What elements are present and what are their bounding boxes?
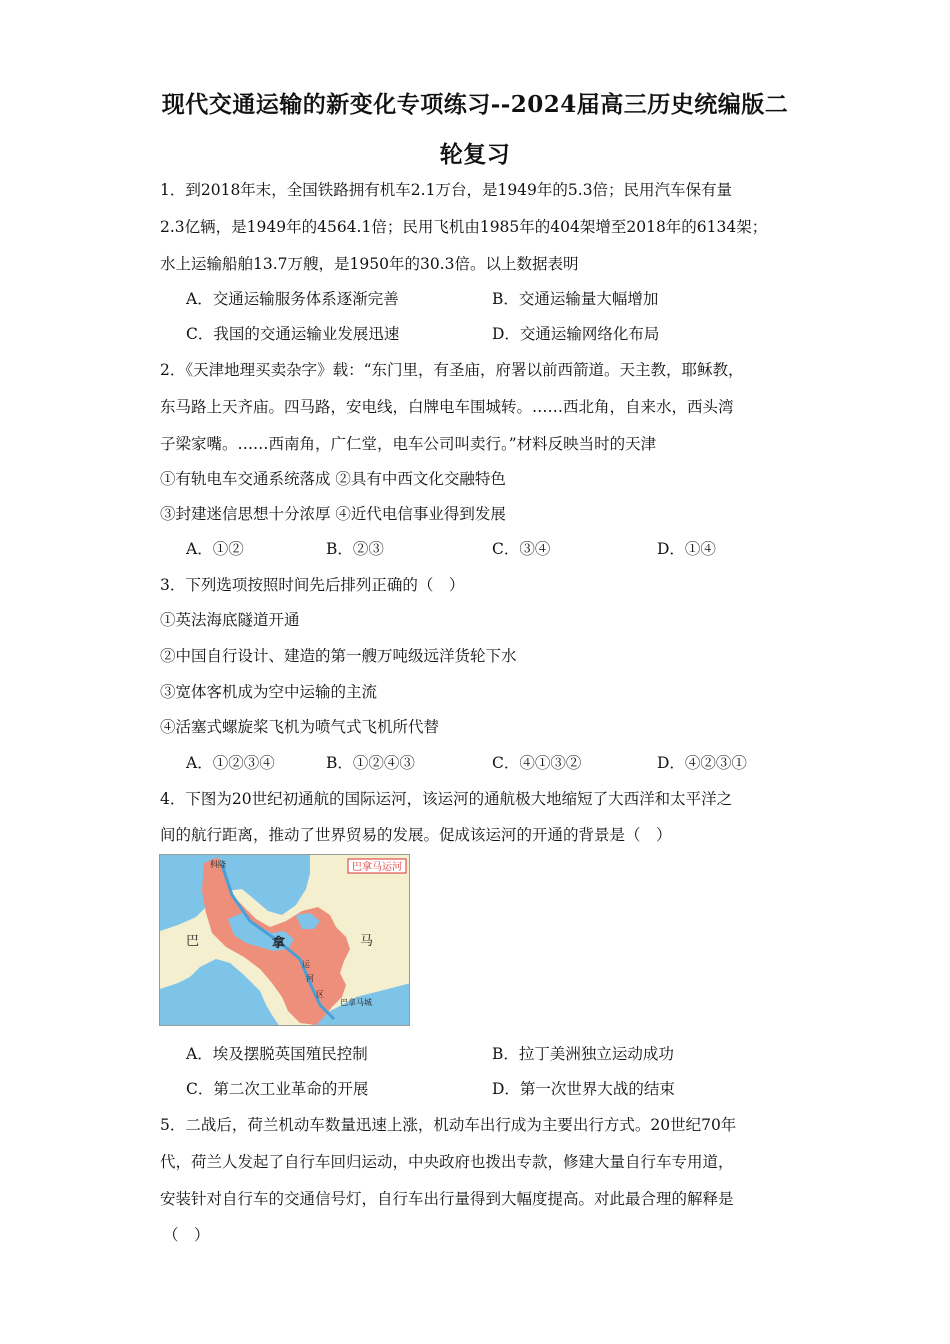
map-label-yun: 运: [302, 960, 310, 969]
map-label-panama-city: 巴拿马城: [340, 998, 372, 1007]
map-label-colon: 科隆: [210, 860, 226, 869]
map-label-ba: 巴: [186, 934, 200, 949]
question-2-text: 子梁家嘴。……西南角，广仁堂，电车公司叫卖行。”材料反映当时的天津: [160, 435, 657, 453]
question-3-statement: ②中国自行设计、建造的第一艘万吨级远洋货轮下水: [160, 647, 517, 665]
question-2-option-a[interactable]: A．①②: [186, 540, 244, 558]
question-1-text: 水上运输船舶13.7万艘，是1950年的30.3倍。以上数据表明: [160, 255, 579, 273]
question-3-statement: ④活塞式螺旋桨飞机为喷气式飞机所代替: [160, 718, 440, 736]
question-2-option-b[interactable]: B．②③: [326, 540, 384, 558]
question-2-option-c[interactable]: C．③④: [492, 540, 551, 558]
map-label-na: 拿: [272, 936, 286, 951]
question-5-text: 安装针对自行车的交通信号灯，自行车出行量得到大幅度提高。对此最合理的解释是: [160, 1190, 734, 1208]
question-3-statement: ①英法海底隧道开通: [160, 611, 300, 629]
question-5-answer-blank: （ ）: [163, 1226, 210, 1244]
page-title: 现代交通运输的新变化专项练习--2024届高三历史统编版二: [161, 91, 789, 118]
question-4-option-d[interactable]: D．第一次世界大战的结束: [492, 1080, 675, 1098]
question-1-option-d[interactable]: D．交通运输网络化布局: [492, 325, 660, 343]
question-3-text: 3．下列选项按照时间先后排列正确的（ ）: [160, 576, 465, 594]
question-4-text: 4．下图为20世纪初通航的国际运河，该运河的通航极大地缩短了大西洋和太平洋之: [160, 790, 733, 808]
question-2-statement: ③封建迷信思想十分浓厚 ④近代电信事业得到发展: [160, 505, 506, 523]
question-4-text: 间的航行距离，推动了世界贸易的发展。促成该运河的开通的背景是（ ）: [160, 826, 672, 844]
panama-canal-map-graphic: [160, 855, 410, 1026]
map-title: 巴拿马运河: [352, 862, 402, 873]
question-1-option-b[interactable]: B．交通运输量大幅增加: [492, 290, 659, 308]
panama-canal-map: [159, 854, 410, 1026]
question-4-option-a[interactable]: A．埃及摆脱英国殖民控制: [186, 1045, 368, 1063]
question-1-option-a[interactable]: A．交通运输服务体系逐渐完善: [186, 290, 399, 308]
question-1-text: 1．到2018年末，全国铁路拥有机车2.1万台，是1949年的5.3倍；民用汽车保有量: [160, 181, 733, 199]
question-2-text: 东马路上天齐庙。四马路，安电线，白牌电车围城转。……西北角，自来水，西头湾: [160, 398, 734, 416]
question-5-text: 代，荷兰人发起了自行车回归运动，中央政府也拨出专款，修建大量自行车专用道，: [160, 1153, 734, 1171]
question-2-text: 2．《天津地理买卖杂字》载：“东门里，有圣庙，府署以前西箭道。天主教，耶稣教，: [160, 361, 744, 379]
question-5-text: 5．二战后，荷兰机动车数量迅速上涨，机动车出行成为主要出行方式。20世纪70年: [160, 1116, 737, 1134]
question-4-option-b[interactable]: B．拉丁美洲独立运动成功: [492, 1045, 674, 1063]
question-3-option-c[interactable]: C．④①③②: [492, 754, 582, 772]
question-4-option-c[interactable]: C．第二次工业革命的开展: [186, 1080, 369, 1098]
question-1-option-c[interactable]: C．我国的交通运输业发展迅速: [186, 325, 400, 343]
page-title-continued: 轮复习: [439, 141, 511, 168]
question-3-statement: ③宽体客机成为空中运输的主流: [160, 683, 378, 701]
map-label-he: 河: [306, 974, 314, 983]
question-2-statement: ①有轨电车交通系统落成 ②具有中西文化交融特色: [160, 470, 506, 488]
question-3-option-b[interactable]: B．①②④③: [326, 754, 415, 772]
question-1-text: 2.3亿辆，是1949年的4564.1倍；民用飞机由1985年的404架增至2018年的6134架；: [160, 218, 768, 236]
question-3-option-a[interactable]: A．①②③④: [186, 754, 275, 772]
question-3-option-d[interactable]: D．④②③①: [657, 754, 747, 772]
map-label-qu: 区: [316, 990, 324, 999]
map-label-ma: 马: [360, 934, 374, 949]
question-2-option-d[interactable]: D．①④: [657, 540, 716, 558]
